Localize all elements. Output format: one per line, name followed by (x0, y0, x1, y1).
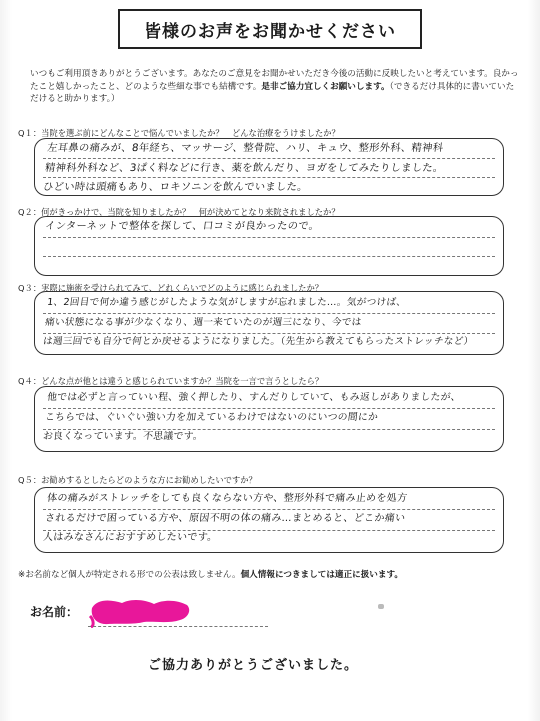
handwritten-line: こちらでは、ぐいぐい強い力を加えているわけではないのにいつの間にか (44, 411, 379, 423)
privacy-note (18, 568, 403, 580)
name-redaction-mark (88, 594, 193, 628)
handwritten-line: インターネットで整体を探して、口コミが良かったので。 (44, 220, 320, 232)
intro-request: 是非ご協力宜しくお願いします。 (261, 81, 390, 92)
answer-box-4 (34, 386, 504, 452)
handwritten-line: 痛い状態になる事が少なくなり、週一来ていたのが週三になり、今では (44, 316, 363, 328)
answer-box-2 (34, 216, 504, 276)
intro-text (30, 68, 520, 106)
answer-box-3 (34, 291, 504, 355)
privacy-note-strong: 個人情報につきましては適正に扱います。 (240, 570, 403, 580)
privacy-note-text: ※お名前など個人が特定される形での公表は致しません。 (18, 570, 241, 580)
answer-5-text (42, 489, 502, 548)
answer-2-text (44, 217, 500, 237)
intro-line: いつもご利用頂きありがとうございます。あなたのご意見をお聞かせいただき今後の活動に反映したいと考えています。良かったこと嬉しかったこと、どのような些細な事でも結構です。 (30, 69, 519, 92)
question-1-label: Q１：当院を選ぶ前にどんなことで悩んでいましたか？ どんな治療をうけましたか？ (18, 128, 340, 138)
question-5-label: Q５：お勧めするとしたらどのような方にお勧めしたいですか？ (18, 475, 257, 485)
intro-hint: （できるだけ具体的に書いていただけると助かります。） (30, 81, 515, 104)
handwritten-line: されるだけで困っている方や、原因不明の体の痛み…まとめると、どこか痛い (44, 512, 406, 524)
handwritten-line: 左耳鼻の痛みが、8年経ち、マッサージ、整骨院、ハリ、キュウ、整形外科、精神科 (46, 142, 444, 154)
handwritten-line: 精神科外科など、3ぱく料などに行き、薬を飲んだり、ヨガをしてみたりしました。 (44, 161, 445, 174)
question-3-label: Q３：実際に施術を受けられてみて、どれくらいでどのように感じられましたか？ (18, 283, 324, 293)
question-2-label: Q２：何がきっかけで、当院を知りましたか？ 何が決めてとなり来院されましたか？ (18, 207, 340, 217)
answer-1-text (42, 139, 502, 198)
thanks-message: ご協力ありがとうございました。 (148, 658, 359, 673)
answer-4-text (42, 388, 502, 447)
name-underline (88, 626, 268, 627)
handwritten-line: は週三回でも自分で何とか戻せるようになりました。（先生から教えてもらったストレッチなど） (42, 336, 474, 347)
answer-3-text (42, 293, 502, 352)
handwritten-line: 1、2回目で何か違う感じがしたような気がしますが忘れました…。気がつけば、 (46, 297, 407, 308)
answer-box-1 (34, 138, 504, 196)
handwritten-line: 他では必ずと言っていい程、強く押したり、すんだりしていて、もみ返しがありましたが、 (46, 392, 462, 403)
handwritten-line: 人はみなさんにおすすめしたいです。 (42, 532, 218, 543)
handwritten-line: 体の痛みがストレッチをしても良くならない方や、整形外科で痛み止めを処方 (46, 493, 408, 504)
ruled-line (43, 237, 495, 238)
name-label: お名前： (30, 605, 79, 619)
handwritten-line: ひどい時は頭痛もあり、ロキソニンを飲んでいました。 (42, 181, 309, 193)
ruled-line (43, 256, 495, 257)
handwritten-line: お良くなっています。不思議です。 (42, 431, 204, 442)
answer-box-5 (34, 487, 504, 553)
smudge-mark (378, 604, 384, 609)
form-title: 皆様のお声をお聞かせください (118, 9, 422, 49)
question-4-label: Q４：どんな点が他とは違うと感じられていますか？当院を一言で言うとしたら？ (18, 376, 324, 386)
